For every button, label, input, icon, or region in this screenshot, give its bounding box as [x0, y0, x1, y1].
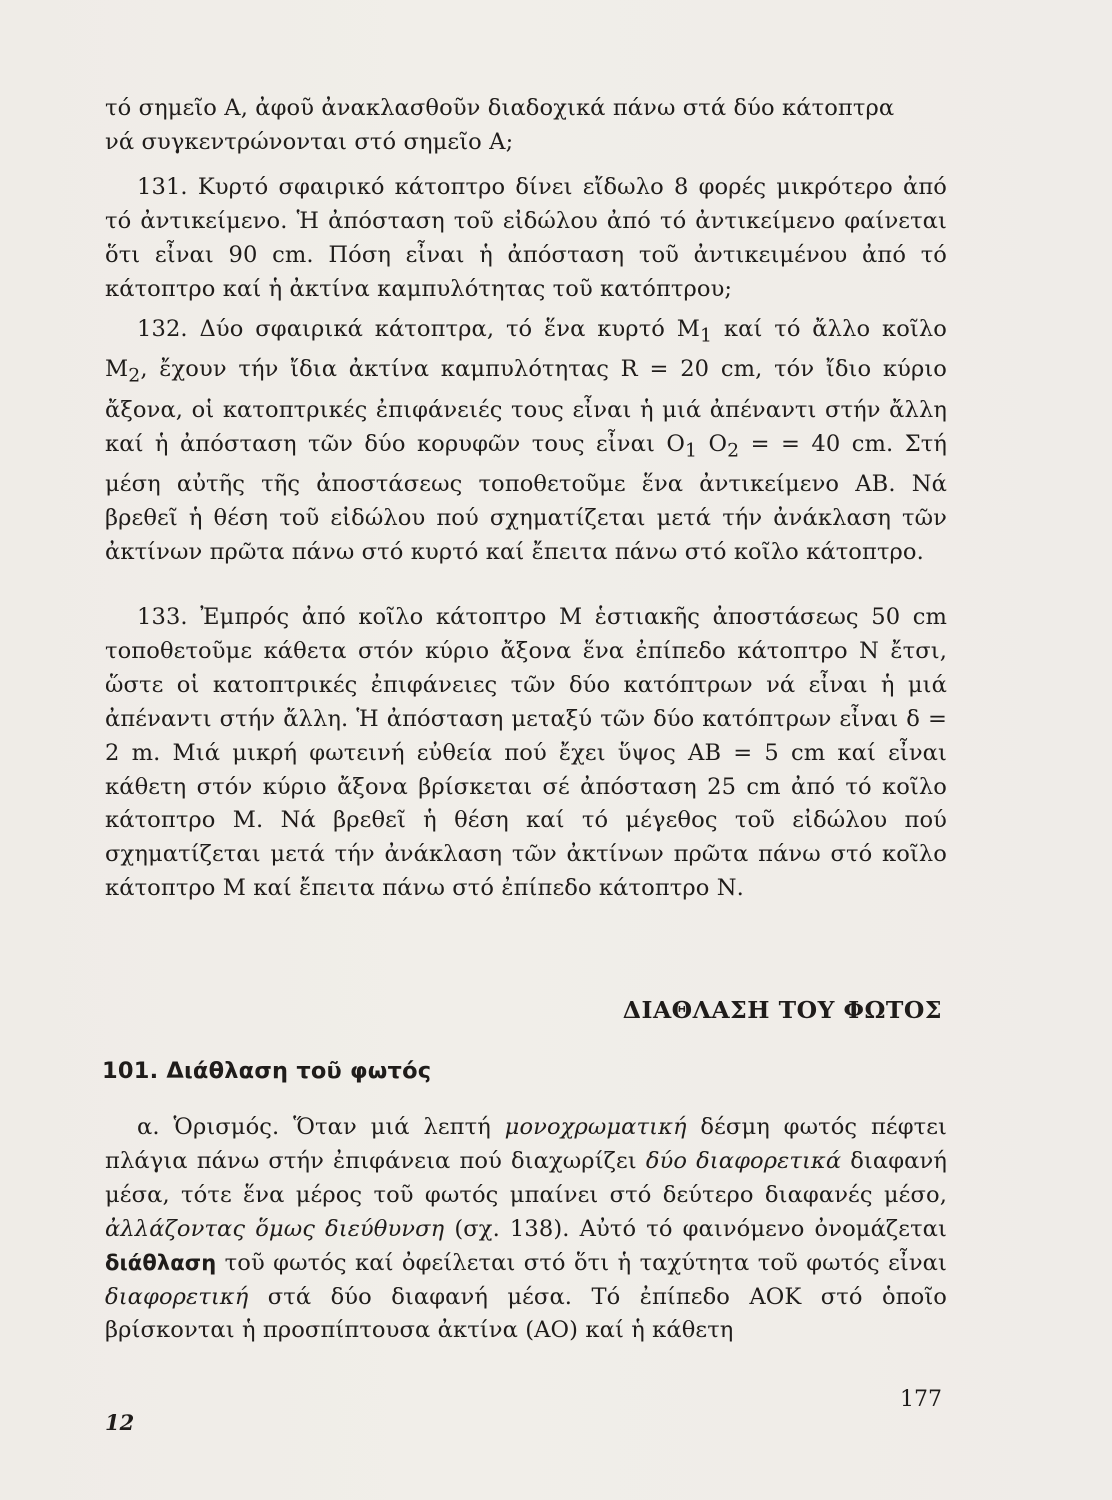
definition-paragraph [105, 1111, 947, 1348]
italic-term: μονοχρωματική [504, 1114, 687, 1140]
subscript: 1 [684, 440, 698, 462]
italic-term: διαφορετική [105, 1283, 249, 1310]
subscript: 2 [727, 440, 740, 462]
definition-label: α. Ὁρισμός. [137, 1114, 280, 1140]
problem-number: 131. [137, 174, 188, 200]
problem-text-b: καί τό ἄλλο κοῖλο M [105, 316, 947, 383]
problem-text: Ἐμπρός ἀπό κοῖλο κάτοπτρο Μ ἑστιακῆς ἀποστάσεως 50 cm τοποθετοῦμε κάθετα στόν κύριο ἄξονα ἕνα ἐπίπεδο κάτοπτρο Ν ἔτσι, ὥστε οἱ κατοπτρικές ἐπιφάνειες τῶν δύο κατόπτρων νά εἶναι ἡ μιά ἀπέναντι στήν ἄλλη. Ἡ ἀπόσταση μεταξύ τῶν δύο κατόπτρων εἶναι δ = 2 m. Μιά μικρή φωτεινή εὐθεία πού ἔχει ὕψος ΑΒ = 5 cm καί εἶναι κάθετη στόν κύριο ἄξονα βρίσκεται σέ ἀπόσταση 25 cm ἀπό τό κοῖλο κάτοπτρο Μ. Νά βρεθεῖ ἡ θέση καί τό μέγεθος τοῦ εἰδώλου πού σχηματίζεται μετά τήν ἀνάκλαση τῶν ἀκτίνων πρῶτα πάνω στό κοῖλο κάτοπτρο Μ καί ἔπειτα πάνω στό ἐπίπεδο κάτοπτρο Ν. [105, 604, 947, 902]
problem-132 [105, 313, 947, 570]
section-heading: ΔΙΑΘΛΑΣΗ ΤΟΥ ΦΩΤΟΣ [622, 996, 942, 1024]
problem-text-e: = = 40 cm. Στή μέση αὐτῆς τῆς ἀποστάσεως τοποθετοῦμε ἕνα ἀντικείμενο ΑΒ. Νά βρεθεῖ ἡ θέση τοῦ εἰδώλου πού σχηματίζεται μετά τήν ἀνάκλαση τῶν ἀκτίνων πρῶτα πάνω στό κυρτό καί ἔπειτα πάνω στό κοῖλο κάτοπτρο. [105, 430, 948, 565]
problem-text-a: Δύο σφαιρικά κάτοπτρα, τό ἕνα κυρτό M [199, 316, 701, 342]
subscript: 2 [128, 365, 141, 387]
continuation-line-1: τό σημεῖο Α, ἀφοῦ ἀνακλασθοῦν διαδοχικά πάνω στά δύο κάτοπτρα [105, 95, 895, 121]
italic-term: ἀλλάζοντας ὅμως διεύθυνση [105, 1215, 445, 1242]
problem-131 [105, 171, 947, 307]
definition-text: στά δύο διαφανή μέσα. Τό ἐπίπεδο ΑΟΚ στό ὁποῖο βρίσκονται ἡ προσπίπτουσα ἀκτίνα (ΑΟ) καί ἡ κάθετη [105, 1283, 947, 1344]
definition-text: (σχ. 138). Αὐτό τό φαινόμενο ὀνομάζεται [444, 1215, 947, 1242]
problem-text: Κυρτό σφαιρικό κάτοπτρο δίνει εἴδωλο 8 φορές μικρότερο ἀπό τό ἀντικείμενο. Ἡ ἀπόσταση τοῦ εἰδώλου ἀπό τό ἀντικείμενο φαίνεται ὅτι εἶναι 90 cm. Πόση εἶναι ἡ ἀπόσταση τοῦ ἀντικειμένου ἀπό τό κάτοπτρο καί ἡ ἀκτίνα καμπυλότητας τοῦ κατόπτρου; [105, 174, 947, 302]
continuation-text [105, 92, 947, 160]
problem-number: 133. [137, 604, 188, 630]
subscript: 1 [700, 325, 713, 347]
continuation-line-2: νά συγκεντρώνονται στό σημεῖο Α; [105, 128, 514, 155]
definition-text: δέσμη φωτός πέφτει πλάγια πάνω στήν ἐπιφάνεια πού διαχωρίζει [105, 1114, 947, 1174]
definition-text: διαφανή μέσα, τότε ἕνα μέρος τοῦ φωτός μπαίνει στό δεύτερο διαφανές μέσο, [105, 1147, 947, 1208]
definition-text: τοῦ φωτός καί ὀφείλεται στό ὅτι ἡ ταχύτητα τοῦ φωτός εἶναι [216, 1249, 947, 1276]
problem-text-d: O [697, 430, 728, 457]
bold-term: διάθλαση [105, 1250, 217, 1275]
problem-133 [105, 601, 947, 906]
page-number: 177 [900, 1387, 942, 1412]
signature-mark: 12 [105, 1410, 135, 1435]
subsection-heading: 101. Διάθλαση τοῦ φωτός [102, 1058, 432, 1084]
problem-text-c: , ἔχουν τήν ἴδια ἀκτίνα καμπυλότητας R = 20 cm, τόν ἴδιο κύριο ἄξονα, οἱ κατοπτρικές ἐπιφάνειές τους εἶναι ἡ μιά ἀπέναντι στήν ἄλλη καί ἡ ἀπόσταση τῶν δύο κορυφῶν τους εἶναι O [105, 356, 947, 457]
problem-number: 132. [137, 316, 188, 342]
definition-text: Ὅταν μιά λεπτή [279, 1114, 505, 1140]
italic-term: δύο διαφορετικά [645, 1147, 842, 1174]
